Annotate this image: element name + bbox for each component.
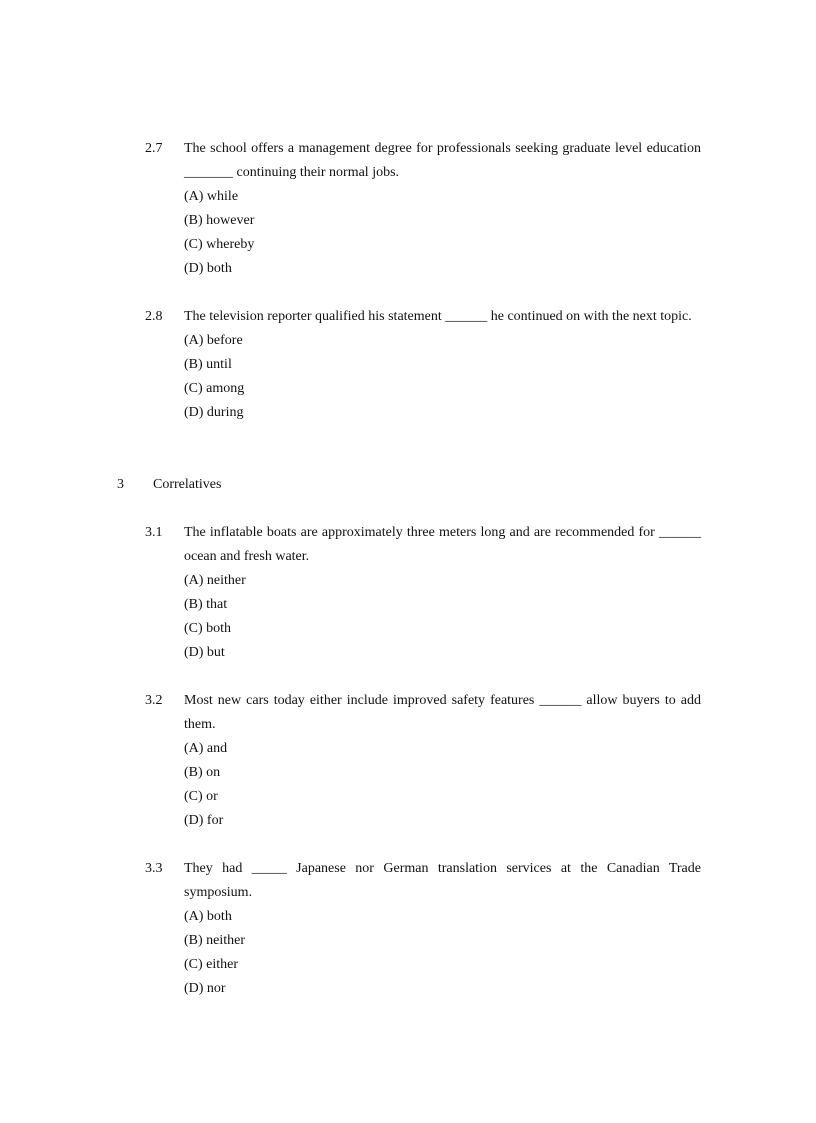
option-d: (D) nor xyxy=(184,981,226,996)
option-c: (C) among xyxy=(184,381,245,396)
question-text: The school offers a management degree for professionals seeking graduate level education _______ continuing their normal jobs. xyxy=(184,141,701,180)
option-d: (D) for xyxy=(184,813,224,828)
question-2-7 xyxy=(145,137,701,281)
option-c: (C) either xyxy=(184,957,239,972)
option-a: (A) both xyxy=(184,909,232,924)
section-title: Correlatives xyxy=(153,477,222,492)
option-c: (C) or xyxy=(184,789,218,804)
answer-options xyxy=(184,905,701,1001)
question-3-3 xyxy=(145,857,701,1001)
option-d: (D) both xyxy=(184,261,232,276)
option-d: (D) during xyxy=(184,405,244,420)
question-number: 3.2 xyxy=(145,693,163,708)
answer-options xyxy=(184,185,701,281)
question-text: Most new cars today either include improved safety features ______ allow buyers to add them. xyxy=(184,693,701,732)
question-text: The inflatable boats are approximately three meters long and are recommended for ______ ocean and fresh water. xyxy=(184,525,701,564)
option-d: (D) but xyxy=(184,645,225,660)
option-a: (A) before xyxy=(184,333,243,348)
option-b: (B) that xyxy=(184,597,228,612)
answer-options xyxy=(184,569,701,665)
option-b: (B) until xyxy=(184,357,232,372)
question-3-2 xyxy=(145,689,701,833)
question-number: 3.3 xyxy=(145,861,163,876)
section-heading xyxy=(117,473,221,497)
answer-options xyxy=(184,329,701,425)
option-c: (C) both xyxy=(184,621,232,636)
section-number: 3 xyxy=(117,477,124,492)
question-number: 2.8 xyxy=(145,309,163,324)
option-a: (A) while xyxy=(184,189,239,204)
option-b: (B) on xyxy=(184,765,221,780)
question-3-1 xyxy=(145,521,701,665)
answer-options xyxy=(184,737,701,833)
question-text: They had _____ Japanese nor German translation services at the Canadian Trade symposium. xyxy=(184,861,701,900)
question-number: 3.1 xyxy=(145,525,163,540)
option-b: (B) however xyxy=(184,213,255,228)
option-a: (A) neither xyxy=(184,573,246,588)
option-c: (C) whereby xyxy=(184,237,255,252)
question-number: 2.7 xyxy=(145,141,163,156)
question-text: The television reporter qualified his statement ______ he continued on with the next topic. xyxy=(184,309,692,324)
option-a: (A) and xyxy=(184,741,228,756)
question-2-8 xyxy=(145,305,701,425)
option-b: (B) neither xyxy=(184,933,246,948)
